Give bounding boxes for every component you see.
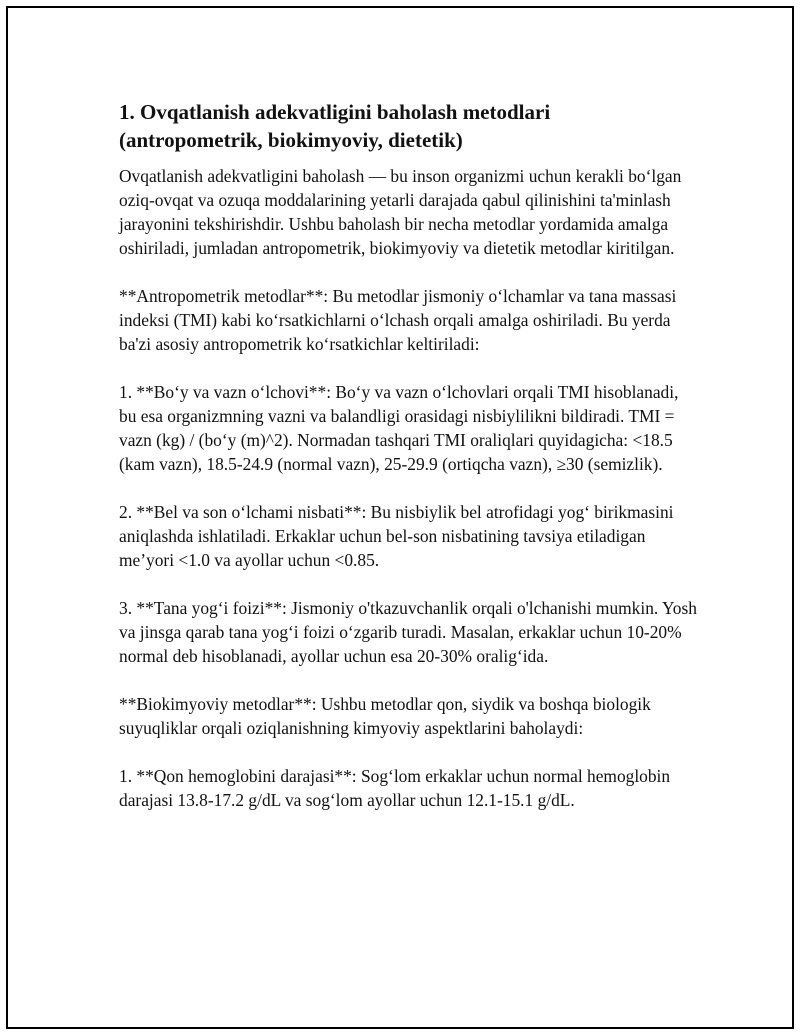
document-body	[119, 98, 699, 836]
paragraph-height-weight: 1. **Bo‘y va vazn o‘lchovi**: Bo‘y va vazn o‘lchovlari orqali TMI hisoblanadi, bu esa organizmning vazni va balandligi orasidagi nisbiylilikni bildiradi. TMI = vazn (kg) / (bo‘y (m)^2). Normadan tashqari TMI oraliqlari quyidagicha: <18.5 (kam vazn), 18.5-24.9 (normal vazn), 25-29.9 (ortiqcha vazn), ≥30 (semizlik).	[119, 382, 679, 474]
page-frame	[6, 6, 794, 1029]
paragraph-biochemical-methods: **Biokimyoviy metodlar**: Ushbu metodlar qon, siydik va boshqa biologik suyuqliklar orqali oziqlanishning kimyoviy aspektlarini baholaydi:	[119, 694, 651, 738]
paragraph-body-fat: 3. **Tana yog‘i foizi**: Jismoniy o'tkazuvchanlik orqali o'lchanishi mumkin. Yosh va jinsga qarab tana yog‘i foizi o‘zgarib turadi. Masalan, erkaklar uchun 10-20% normal deb hisoblanadi, ayollar uchun esa 20-30% oralig‘ida.	[119, 598, 697, 666]
paragraph-intro: Ovqatlanish adekvatligini baholash — bu inson organizmi uchun kerakli bo‘lgan oziq-ovqat va ozuqa moddalarining yetarli darajada qabul qilinishini ta'minlash jarayonini tekshirishdir. Ushbu baholash bir necha metodlar yordamida amalga oshiriladi, jumladan antropometrik, biokimyoviy va dietetik metodlar kiritilgan.	[119, 166, 682, 258]
paragraph-waist-hip-ratio: 2. **Bel va son o‘lchami nisbati**: Bu nisbiylik bel atrofidagi yog‘ birikmasini aniqlashda ishlatiladi. Erkaklar uchun bel-son nisbatining tavsiya etiladigan me’yori <1.0 va ayollar uchun <0.85.	[119, 502, 674, 570]
paragraph-hemoglobin: 1. **Qon hemoglobini darajasi**: Sog‘lom erkaklar uchun normal hemoglobin darajasi 13.8-17.2 g/dL va sog‘lom ayollar uchun 12.1-15.1 g/dL.	[119, 766, 671, 810]
document-title: 1. Ovqatlanish adekvatligini baholash metodlari (antropometrik, biokimyoviy, dietetik)	[119, 100, 551, 152]
paragraph-anthropometric-methods: **Antropometrik metodlar**: Bu metodlar jismoniy o‘lchamlar va tana massasi indeksi (TMI) kabi ko‘rsatkichlarni o‘lchash orqali amalga oshiriladi. Bu yerda ba'zi asosiy antropometrik ko‘rsatkichlar keltiriladi:	[119, 286, 677, 354]
